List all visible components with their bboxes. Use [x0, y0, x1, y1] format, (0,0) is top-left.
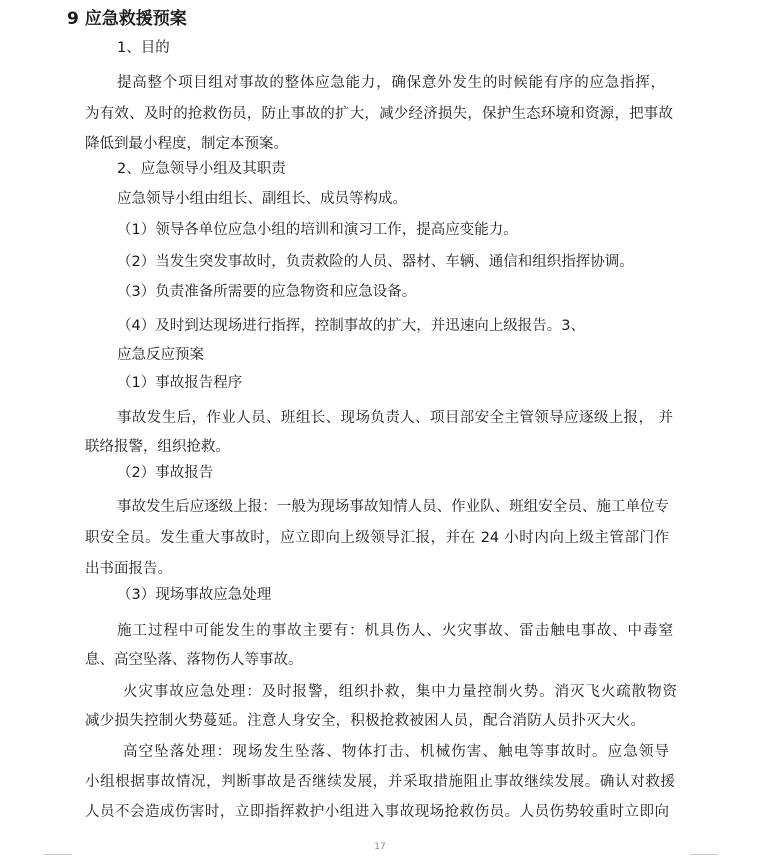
list-item: （2）事故报告 — [117, 465, 214, 481]
list-item: （2）当发生突发事故时，负责救险的人员、器材、车辆、通信和组织指挥协调。 — [117, 254, 634, 270]
footer-rule-left — [44, 854, 72, 855]
body-line: 为有效、及时的抢救伤员，防止事故的扩大，减少经济损失，保护生态环境和资源，把事故 — [85, 106, 673, 122]
list-item: （1）事故报告程序 — [117, 375, 243, 391]
list-item: （3）负责准备所需要的应急物资和应急设备。 — [117, 284, 417, 300]
body-line: 应急领导小组由组长、副组长、成员等构成。 — [117, 191, 407, 207]
list-item: （4）及时到达现场进行指挥，控制事故的扩大，并迅速向上级报告。3、 — [117, 318, 585, 334]
list-item: （1）领导各单位应急小组的培训和演习工作，提高应变能力。 — [117, 222, 518, 238]
body-line: 小组根据事故情况，判断事故是否继续发展，并采取措施阻止事故继续发展。确认对救援 — [85, 774, 675, 790]
page-number: 17 — [374, 842, 386, 852]
body-line: 降低到最小程度，制定本预案。 — [85, 136, 288, 152]
body-line: 火灾事故应急处理：及时报警，组织扑救，集中力量控制火势。消灭飞火疏散物资 — [123, 684, 677, 700]
body-line: 减少损失控制火势蔓延。注意人身安全，积极抢救被困人员，配合消防人员扑灭大火。 — [85, 713, 645, 729]
list-item: （3）现场事故应急处理 — [117, 587, 272, 603]
body-line: 职安全员。发生重大事故时，应立即向上级领导汇报，并在 24 小时内向上级主管部门作 — [85, 530, 669, 546]
body-line: 联络报警，组织抢救。 — [85, 439, 230, 455]
body-line: 息、高空坠落、落物伤人等事故。 — [85, 652, 303, 668]
section-heading: 9 应急救援预案 — [67, 9, 187, 29]
body-line: 高空坠落处理：现场发生坠落、物体打击、机械伤害、触电等事故时。应急领导 — [123, 744, 669, 760]
body-line: 事故发生后应逐级上报：一般为现场事故知情人员、作业队、班组安全员、施工单位专 — [117, 499, 669, 515]
body-line: 出书面报告。 — [85, 561, 172, 577]
body-line: 人员不会造成伤害时，立即指挥救护小组进入事故现场抢救伤员。人员伤势较重时立即向 — [85, 804, 669, 820]
footer-rule-right — [690, 854, 718, 855]
subsection-title: 应急反应预案 — [117, 347, 204, 363]
body-line: 事故发生后，作业人员、班组长、现场负责人、项目部安全主管领导应逐级上报， 并 — [117, 410, 673, 426]
subsection-title: 2、应急领导小组及其职责 — [117, 161, 286, 177]
body-line: 施工过程中可能发生的事故主要有：机具伤人、火灾事故、雷击触电事故、中毒窒 — [117, 623, 673, 639]
body-line: 提高整个项目组对事故的整体应急能力，确保意外发生的时候能有序的应急指挥， — [117, 75, 665, 91]
subsection-title: 1、目的 — [117, 40, 170, 56]
